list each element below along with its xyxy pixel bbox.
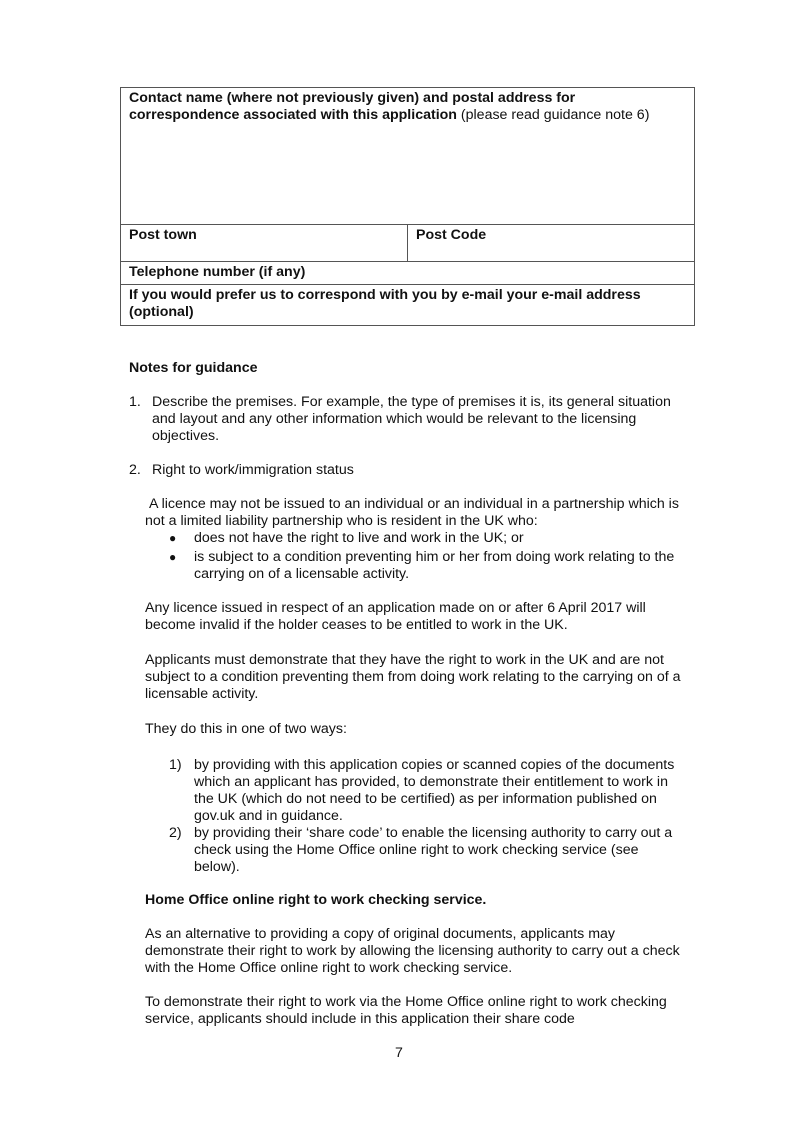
note-1-number: 1. (129, 394, 141, 410)
way-1-text: by providing with this application copies or scanned copies of the documents which an applicant has provided, to demonstrate their entitlement to work in the UK (which do not need to be certified) as per information published on gov.uk and in guidance. (194, 757, 675, 824)
para-share-code: To demonstrate their right to work via the Home Office online right to work checking service, applicants should include in this application their share code (145, 994, 667, 1027)
post-town-cell[interactable] (121, 225, 408, 262)
para-two-ways: They do this in one of two ways: (145, 721, 347, 737)
email-cell[interactable] (121, 285, 695, 326)
contact-details-table (120, 87, 695, 326)
notes-heading: Notes for guidance (129, 360, 258, 376)
note-2-intro: A licence may not be issued to an individual or an individual in a partnership which is not a limited liability partnership who is resident in the UK who: (145, 496, 683, 529)
bullet-text: does not have the right to live and work in the UK; or (194, 530, 524, 546)
bullet-text: is subject to a condition preventing him or her from doing work relating to the carrying on of a licensable activity. (194, 549, 675, 582)
post-code-label: Post Code (416, 227, 487, 243)
note-2-number: 2. (129, 462, 141, 478)
contact-address-label: Contact name (where not previously given) and postal address for correspondence associated with this application (129, 90, 576, 123)
bullet-icon: ● (169, 531, 177, 545)
note-1-text: Describe the premises. For example, the type of premises it is, its general situation and layout and any other information which would be relevant to the licensing objectives. (152, 394, 671, 444)
para-demonstrate: Applicants must demonstrate that they have the right to work in the UK and are not subject to a condition preventing them from doing work relating to the carrying on of a licensable activity. (145, 652, 681, 702)
telephone-label: Telephone number (if any) (129, 264, 306, 280)
contact-address-guidance: (please read guidance note 6) (456, 107, 650, 123)
contact-address-cell[interactable] (121, 88, 695, 225)
way-1-marker: 1) (169, 757, 182, 773)
bullet-icon: ● (169, 550, 177, 564)
post-code-cell[interactable] (408, 225, 695, 262)
para-alternative: As an alternative to providing a copy of original documents, applicants may demonstrate their right to work by allowing the licensing authority to carry out a check with the Home Office online right to work checking service. (145, 926, 680, 976)
para-invalid-licence: Any licence issued in respect of an application made on or after 6 April 2017 will become invalid if the holder ceases to be entitled to work in the UK. (145, 600, 646, 633)
page-number: 7 (395, 1045, 403, 1061)
note-2-text: Right to work/immigration status (152, 462, 354, 478)
way-2-marker: 2) (169, 825, 182, 841)
post-town-label: Post town (129, 227, 197, 243)
email-label: If you would prefer us to correspond with you by e-mail your e-mail address (optional) (129, 287, 641, 320)
way-2-text: by providing their ‘share code’ to enable the licensing authority to carry out a check using the Home Office online right to work checking service (see below). (194, 825, 673, 875)
home-office-heading: Home Office online right to work checking service. (145, 892, 487, 908)
telephone-cell[interactable] (121, 262, 695, 285)
